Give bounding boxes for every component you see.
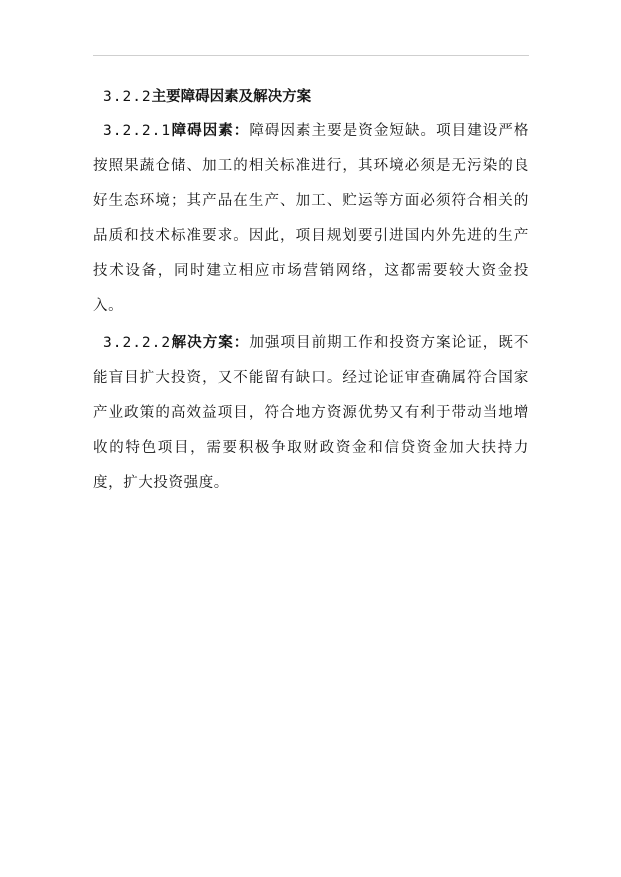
obstacles-label: 障碍因素： [171, 123, 250, 139]
solution-paragraph [93, 326, 529, 501]
solution-label: 解决方案： [171, 335, 250, 351]
obstacles-number: 3.2.2.1 [103, 123, 172, 139]
obstacles-body: 障碍因素主要是资金短缺。项目建设严格按照果蔬仓储、加工的相关标准进行，其环境必须是无污染的良好生态环境；其产品在生产、加工、贮运等方面必须符合相关的品质和技术标准要求。因此，项目规划要引进国内外先进的生产技术设备，同时建立相应市场营销网络，这都需要较大资金投入。 [93, 123, 529, 314]
document-content [93, 82, 529, 503]
section-number: 3.2.2 [103, 89, 152, 105]
solution-number: 3.2.2.2 [103, 335, 172, 351]
obstacles-paragraph [93, 114, 529, 324]
section-heading [93, 82, 529, 112]
solution-body: 加强项目前期工作和投资方案论证，既不能盲目扩大投资，又不能留有缺口。经过论证审查确属符合国家产业政策的高效益项目，符合地方资源优势又有利于带动当地增收的特色项目，需要积极争取财政资金和信贷资金加大扶持力度，扩大投资强度。 [93, 335, 529, 491]
header-rule [93, 55, 529, 56]
section-title: 主要障碍因素及解决方案 [151, 89, 312, 105]
